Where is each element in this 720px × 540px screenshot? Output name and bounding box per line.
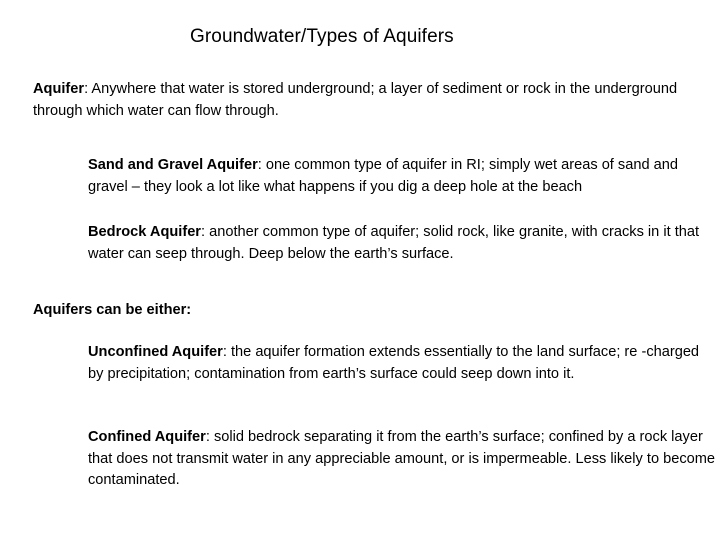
unconfined-text: the aquifer formation extends essentially to the land surface; re -charged by precipitation; contamination from earth’s surface could seep down into it. <box>88 344 700 382</box>
sand-gravel-colon: : <box>257 157 262 173</box>
aquifer-text: Anywhere that water is stored underground; a layer of sediment or rock in the underground through which water can flow through. <box>33 81 678 119</box>
aquifer-definition <box>33 79 703 122</box>
aquifers-either-heading: Aquifers can be either: <box>33 302 192 318</box>
confined-text: solid bedrock separating it from the earth’s surface; confined by a rock layer that does not transmit water in any appreciable amount, or is impermeable. Less likely to become contaminated. <box>88 429 716 488</box>
confined-term: Confined Aquifer <box>88 429 206 445</box>
confined-colon: : <box>205 429 210 445</box>
sand-gravel-term: Sand and Gravel Aquifer <box>88 157 258 173</box>
bedrock-colon: : <box>201 224 206 240</box>
unconfined-colon: : <box>222 344 227 360</box>
aquifer-colon: : <box>84 81 89 97</box>
confined-aquifer-definition <box>88 427 716 492</box>
unconfined-term: Unconfined Aquifer <box>88 344 223 360</box>
sand-gravel-aquifer-definition <box>88 155 716 198</box>
sand-gravel-text: one common type of aquifer in RI; simply wet areas of sand and gravel – they look a lot like what happens if you dig a deep hole at the beach <box>88 157 678 195</box>
unconfined-aquifer-definition <box>88 342 716 385</box>
bedrock-aquifer-definition <box>88 222 716 265</box>
bedrock-term: Bedrock Aquifer <box>88 224 201 240</box>
aquifer-term: Aquifer <box>33 81 85 97</box>
page-title: Groundwater/Types of Aquifers <box>190 26 454 47</box>
bedrock-text: another common type of aquifer; solid rock, like granite, with cracks in it that water can seep through. Deep below the earth’s surface. <box>88 224 700 262</box>
